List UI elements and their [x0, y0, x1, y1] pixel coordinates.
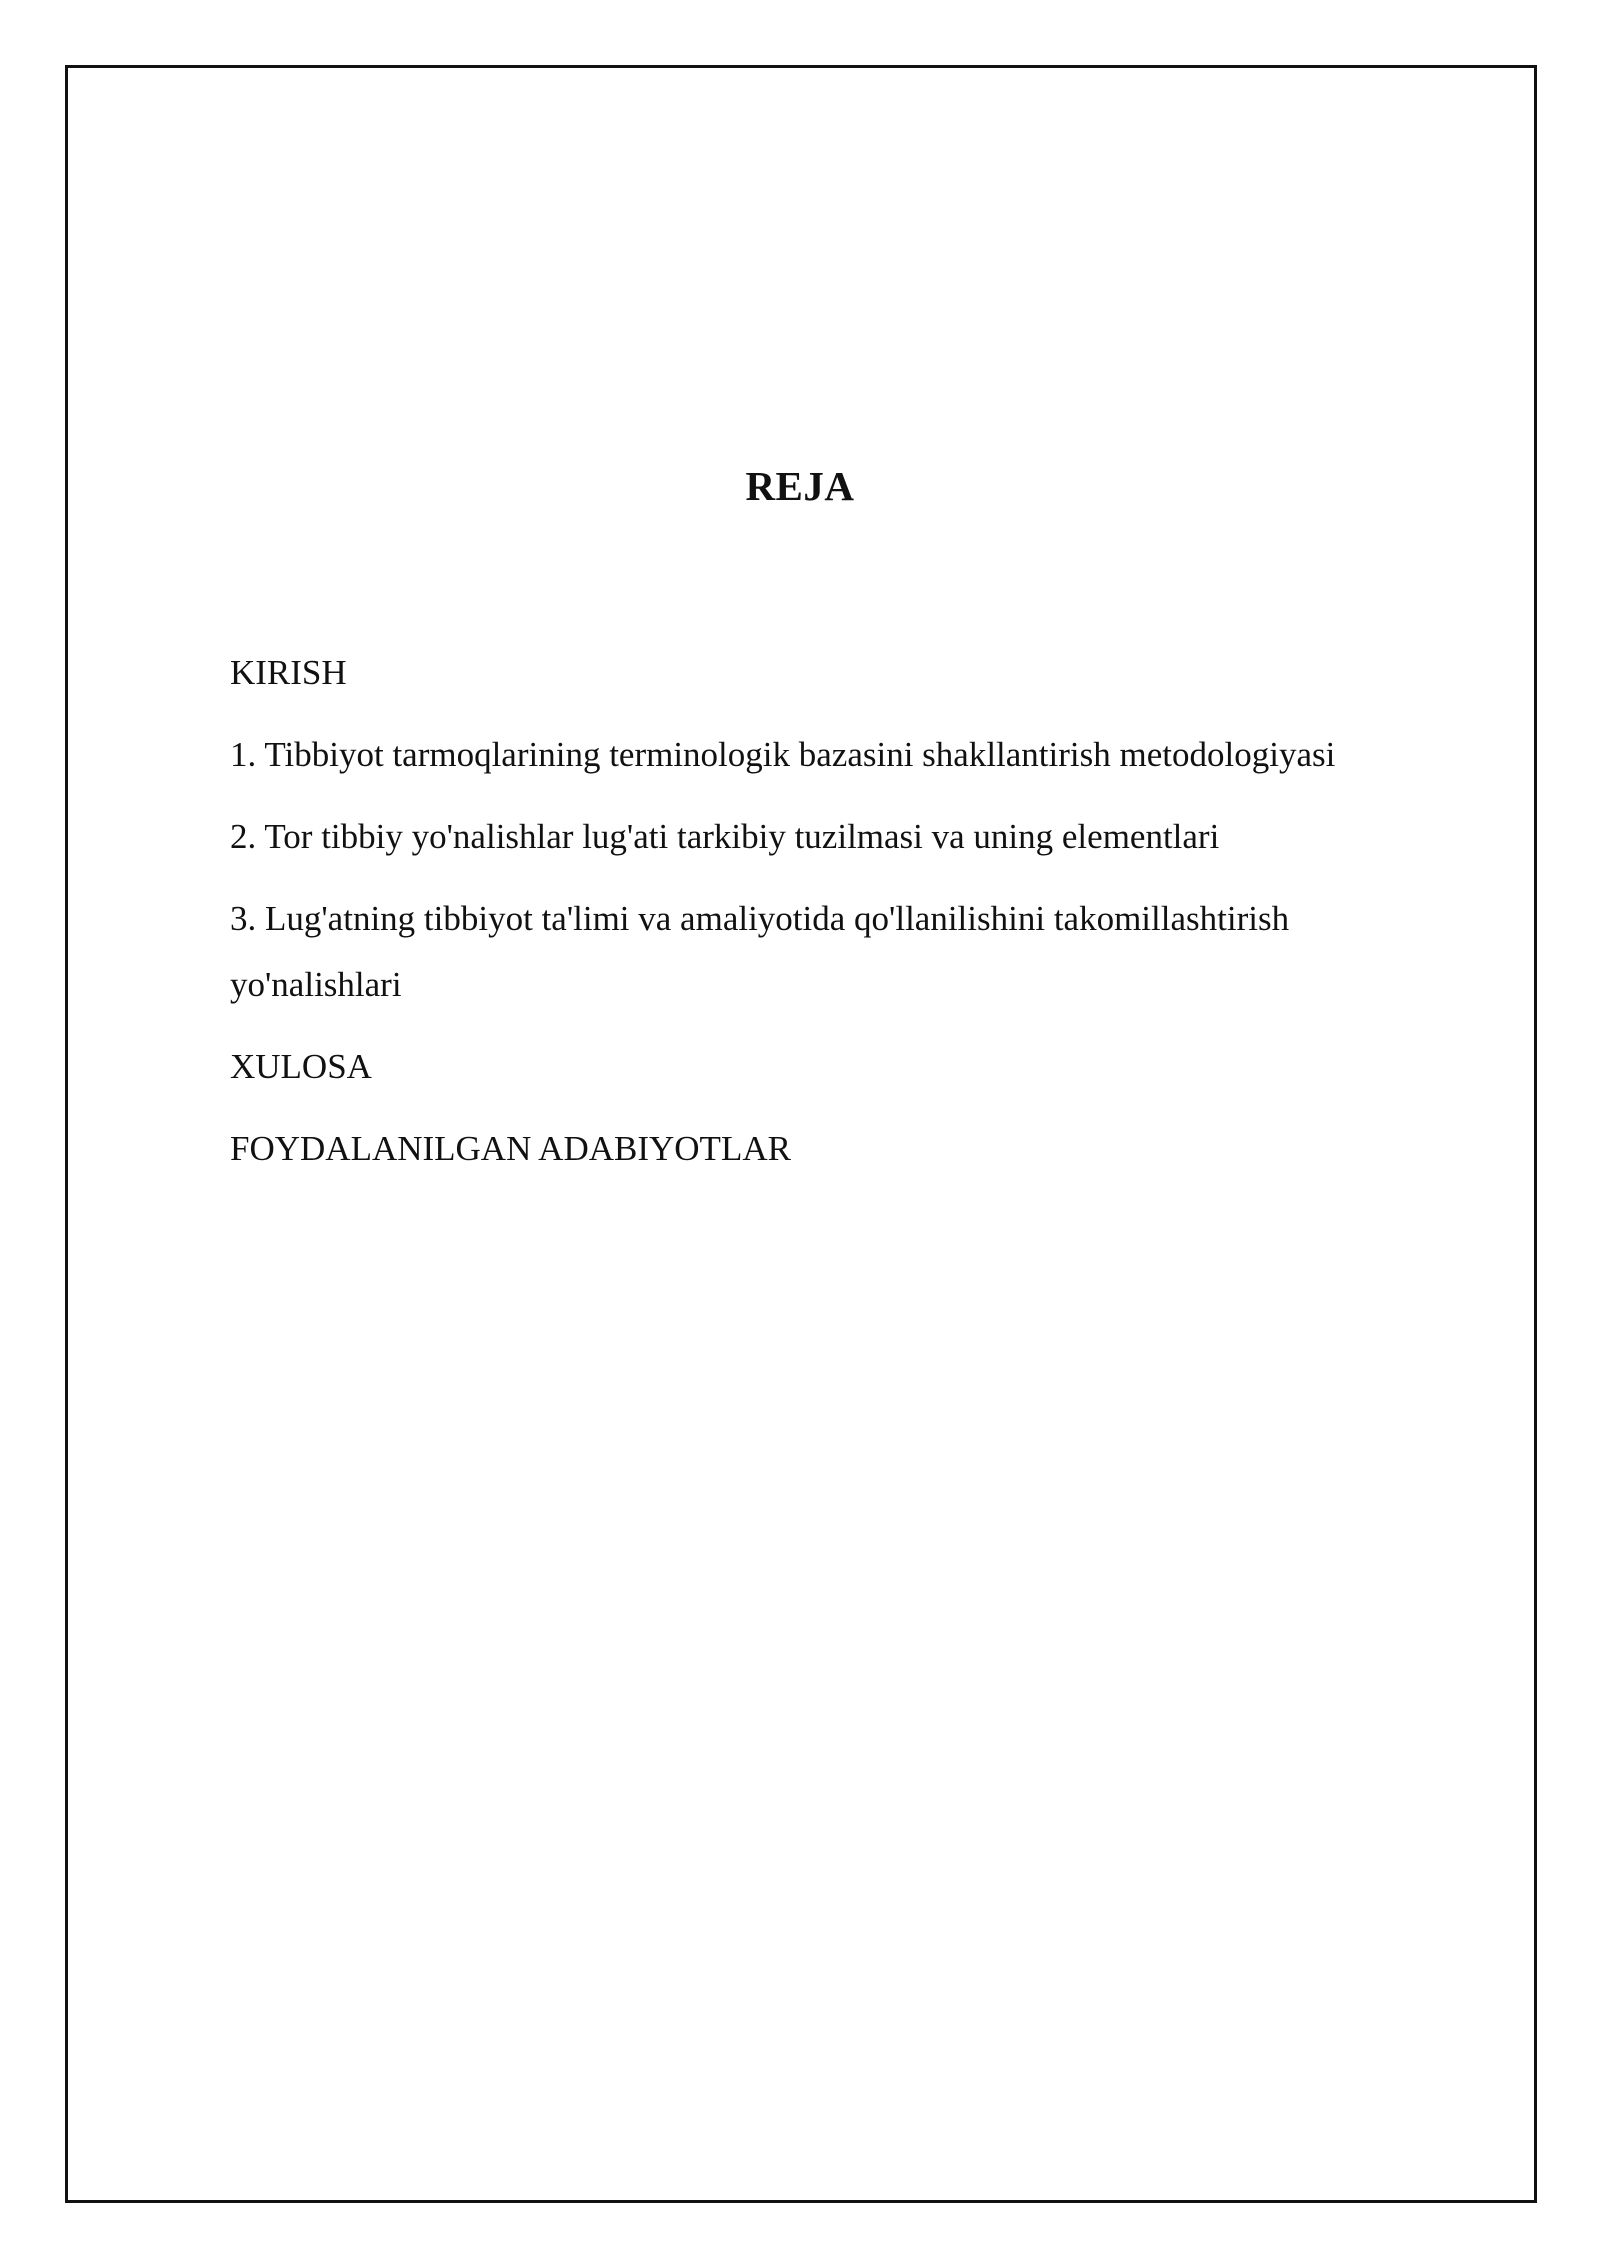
- plan-item-1: 1. Tibbiyot tarmoqlarining terminologik bazasini shakllantirish metodologiyasi: [230, 735, 1336, 774]
- plan-item-2: 2. Tor tibbiy yo'nalishlar lug'ati tarkibiy tuzilmasi va uning elementlari: [230, 817, 1220, 856]
- plan-item-conclusion: XULOSA: [230, 1047, 372, 1086]
- plan-list: [230, 640, 1440, 1198]
- page-title: REJA: [745, 463, 855, 509]
- plan-item-3: 3. Lug'atning tibbiyot ta'limi va amaliyotida qo'llanilishini takomillashtirish yo'nalishlari: [230, 899, 1290, 1004]
- plan-item-introduction: KIRISH: [230, 653, 347, 692]
- plan-item-references: FOYDALANILGAN ADABIYOTLAR: [230, 1129, 791, 1168]
